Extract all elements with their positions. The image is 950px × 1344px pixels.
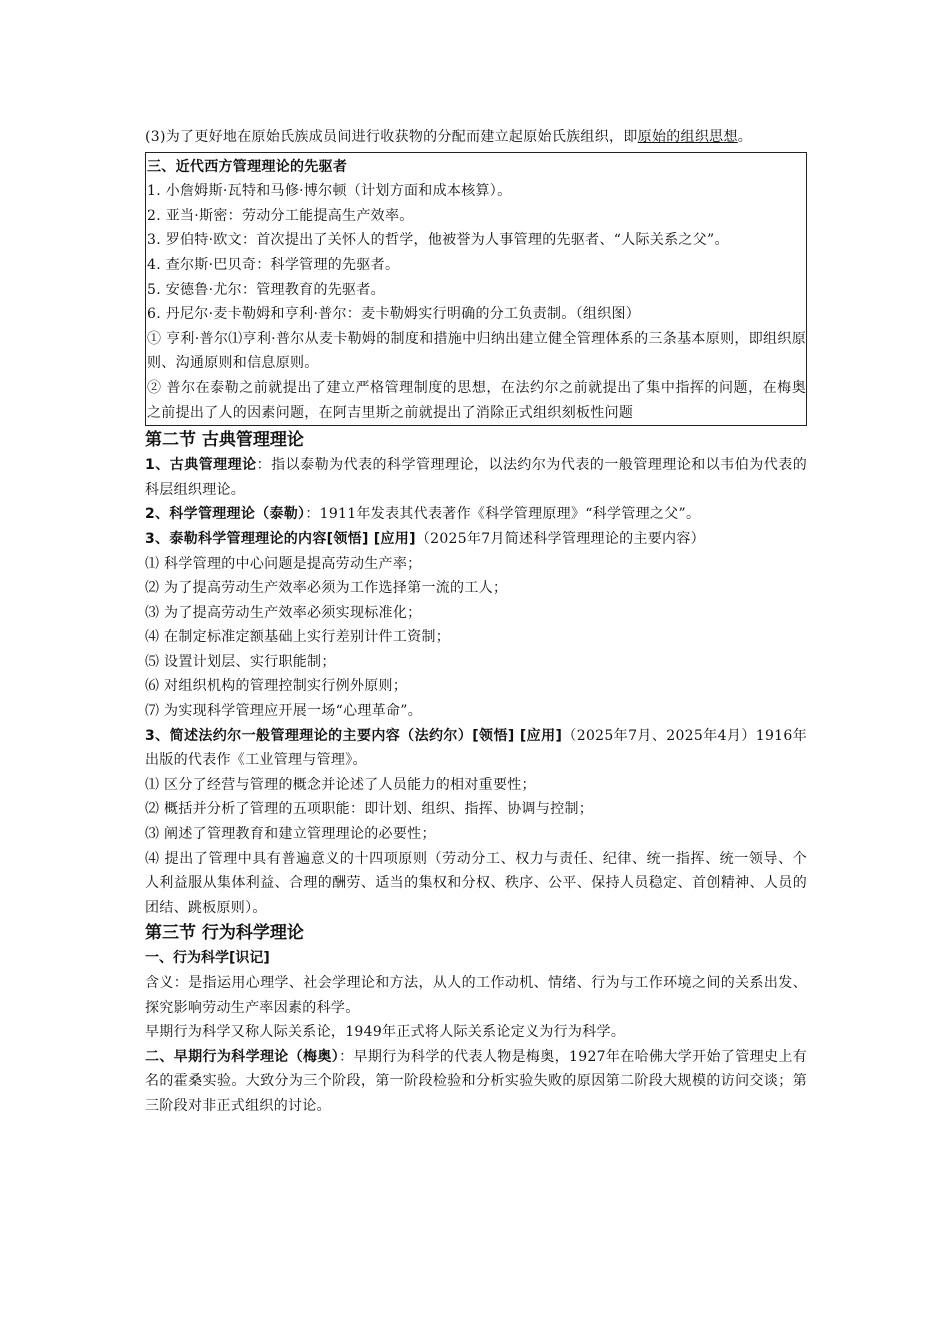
taylor-item: ⑶ 为了提高劳动生产效率必须实现标准化； [145, 604, 422, 621]
taylor-item: ⑹ 对组织机构的管理控制实行例外原则； [145, 678, 408, 695]
intro-underlined-term: 原始的组织思想 [637, 129, 738, 145]
mayo-label: 二、早期行为科学理论（梅奥） [145, 1048, 340, 1065]
scientific-management-label: 2、科学管理理论（泰勒） [145, 506, 306, 523]
fayol-item: ⑵ 概括并分析了管理的五项职能：即计划、组织、指挥、协调与控制； [145, 801, 594, 818]
behavioral-science-heading: 一、行为科学[识记] [145, 950, 270, 967]
pioneer-item: 1. 小詹姆斯·瓦特和马修·博尔顿（计划方面和成本核算）。 [147, 183, 512, 200]
classical-theory-label: 1、古典管理理论 [145, 457, 257, 474]
scientific-management-text: ：1911年发表其代表著作《科学管理原理》“科学管理之父”。 [305, 506, 701, 523]
early-behavioral-note: 早期行为科学又称人际关系论，1949年正式将人际关系论定义为行为科学。 [145, 1024, 626, 1041]
taylor-content-label: 3、泰勒科学管理理论的内容[领悟] [应用] [145, 530, 416, 547]
intro-end: 。 [737, 129, 753, 145]
taylor-item: ⑵ 为了提高劳动生产效率必须为工作选择第一流的工人； [145, 580, 508, 597]
taylor-item: ⑺ 为实现科学管理应开展一场“心理革命”。 [145, 703, 423, 720]
taylor-content-paragraph [145, 527, 807, 552]
classical-theory-paragraph [145, 453, 807, 502]
behavioral-science-definition: 含义：是指运用心理学、社会学理论和方法，从人的工作动机、情绪、行为与工作环境之间的关系出发、探究影响劳动生产率因素的科学。 [145, 975, 807, 1016]
pioneer-item: 4. 查尔斯·巴贝奇：科学管理的先驱者。 [147, 256, 400, 273]
intro-paragraph [145, 125, 807, 150]
pioneers-box [145, 152, 807, 427]
pioneer-item: 6. 丹尼尔·麦卡勒姆和亨利·普尔：麦卡勒姆实行明确的分工负责制。（组织图） [147, 306, 641, 323]
pioneer-item: 3. 罗伯特·欧文：首次提出了关怀人的哲学，他被誉为人事管理的先驱者、“人际关系之父”。 [147, 232, 729, 249]
pioneers-title: 三、近代西方管理理论的先驱者 [147, 158, 348, 175]
pioneer-item: 5. 安德鲁·尤尔：管理教育的先驱者。 [147, 281, 385, 298]
pioneer-item: ① 亨利·普尔⑴亨利·普尔从麦卡勒姆的制度和措施中归纳出建立健全管理体系的三条基本原则，即组织原则、沟通原则和信息原则。 [147, 330, 806, 372]
intro-text: (3)为了更好地在原始氏族成员间进行收获物的分配而建立起原始氏族组织，即 [145, 129, 638, 145]
pioneer-item: 2. 亚当·斯密：劳动分工能提高生产效率。 [147, 207, 414, 224]
fayol-text: （2025年7月、2025年4月）1916年出版的代表作《工业管理与管理》。 [145, 727, 807, 769]
classical-theory-text: ：指以泰勒为代表的科学管理理论，以法约尔为代表的一般管理理论和以韦伯为代表的科层组织理论。 [145, 457, 807, 498]
mayo-text: ：早期行为科学的代表人物是梅奥，1927年在哈佛大学开始了管理史上有名的霍桑实验。大致分为三个阶段，第一阶段检验和分析实验失败的原因第二阶段大规模的访问交谈；第三阶段对非正式组织的讨论。 [145, 1048, 808, 1114]
scientific-management-paragraph [145, 502, 807, 527]
section2-title: 第二节 古典管理理论 [145, 430, 304, 451]
document-page [145, 125, 807, 1119]
fayol-item: ⑴ 区分了经营与管理的概念并论述了人员能力的相对重要性； [145, 776, 536, 793]
fayol-item: ⑶ 阐述了管理教育和建立管理理论的必要性； [145, 826, 436, 843]
taylor-content-text: （2025年7月简述科学管理理论的主要内容） [415, 530, 705, 547]
fayol-item: ⑷ 提出了管理中具有普遍意义的十四项原则（劳动分工、权力与责任、纪律、统一指挥、统一领导、个人利益服从集体利益、合理的酬劳、适当的集权和分权、秩序、公平、保持人员稳定、首创精神、人员的团结、跳板原则）。 [145, 850, 807, 916]
section3-title: 第三节 行为科学理论 [145, 923, 304, 944]
mayo-paragraph [145, 1045, 807, 1119]
pioneer-item: ② 普尔在泰勒之前就提出了建立严格管理制度的思想，在法约尔之前就提出了集中指挥的问题，在梅奥之前提出了人的因素问题，在阿吉里斯之前就提出了消除正式组织刻板性问题 [147, 379, 806, 421]
fayol-label: 3、简述法约尔一般管理理论的主要内容（法约尔）[领悟] [应用] [145, 727, 563, 744]
taylor-item: ⑷ 在制定标准定额基础上实行差别计件工资制； [145, 629, 451, 646]
taylor-item: ⑸ 设置计划层、实行职能制； [145, 653, 336, 670]
fayol-paragraph [145, 724, 807, 773]
taylor-item: ⑴ 科学管理的中心问题是提高劳动生产率； [145, 555, 422, 572]
